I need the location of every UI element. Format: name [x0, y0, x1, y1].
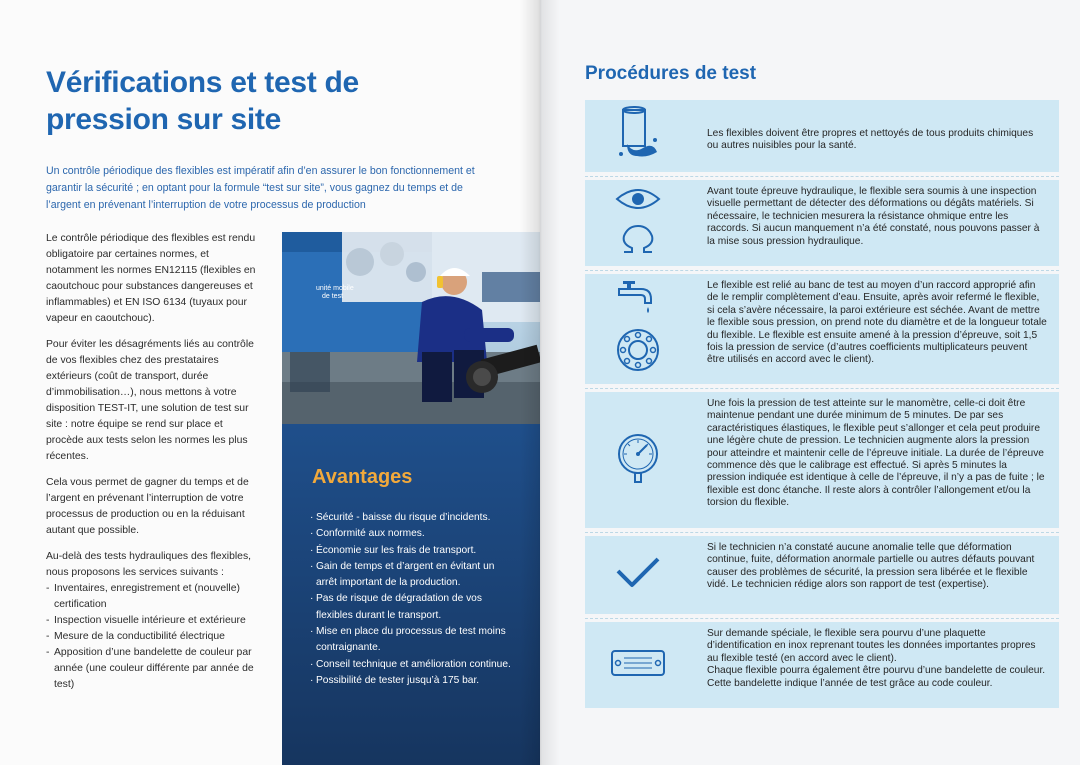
- step-text: Une fois la pression de test atteinte sur le manomètre, celle-ci doit être maintenue pendant une durée minimum de 5 minutes. De par ses caractéristiques élastiques, le flexible peut s’allonger et cela peut produire une légère chute de pression. Le technicien augmente alors la pression pour atteindre et maintenir celle de l’épreuve initiale. La durée de l’épreuve commence dès que le calibrage est effectué. Si après 5 minutes la pression indiquée est identique à celle de l’épreuve, il n’y a pas de fuite ; le flexible est donc étanche. Il reste alors à contrôler l’allongement et/ou la torsion du flexible.: [707, 398, 1045, 509]
- advantage-item: · Pas de risque de dégradation de vos flexibles durant le transport.: [310, 591, 516, 624]
- checkmark-icon: [615, 555, 661, 596]
- service-item: - Apposition d’une bandelette de couleur par année (une couleur différente par année de test): [46, 645, 260, 693]
- step-text: Sur demande spéciale, le flexible sera pourvu d’une plaquette d’identification en inox reprenant toutes les données importantes propres au flexible testé (en accord avec le client). Chaque flexible pourra également être pourvu d’une bandelette de couleur. Cette bandelette indique l’année de test grâce au code couleur.: [707, 628, 1046, 689]
- body-paragraph-1: Le contrôle périodique des flexibles est rendu obligatoire par certaines normes, et notamment les normes EN12115 (flexibles en caoutchouc pour substances dangereuses et inflammables) et EN ISO 6134 (tuyaux pour vapeur en caoutchouc).: [46, 233, 256, 324]
- procedure-step-identification: [585, 622, 1059, 708]
- body-paragraph-3: Cela vous permet de gagner du temps et de l’argent en prévenant l’interruption de votre processus de production ou en la réduisant autant que possible.: [46, 477, 249, 536]
- service-item: - Inventaires, enregistrement et (nouvelle) certification: [46, 581, 260, 613]
- advantages-panel: [282, 424, 540, 765]
- flange-icon: [616, 328, 660, 377]
- right-page: [540, 0, 1080, 765]
- procedure-step-cleaning: [585, 100, 1059, 172]
- service-item: - Inspection visuelle intérieure et extérieure: [46, 613, 260, 629]
- procedure-step-pressure: [585, 392, 1059, 528]
- truck-label: unité mobile: [316, 285, 354, 292]
- truck-label-2: de test: [322, 293, 344, 300]
- advantages-list: [310, 510, 516, 689]
- procedure-steps: [585, 100, 1059, 716]
- services-list: [46, 581, 260, 693]
- advantage-item: · Économie sur les frais de transport.: [310, 543, 516, 559]
- step-text: Les flexibles doivent être propres et nettoyés de tous produits chimiques ou autres nuisibles pour la santé.: [707, 128, 1034, 152]
- advantage-item: · Gain de temps et d’argent en évitant un arrêt important de la production.: [310, 559, 516, 592]
- technician-illustration: [282, 232, 540, 424]
- step-text: Avant toute épreuve hydraulique, le flexible sera soumis à une inspection visuelle permettant de détecter des déformations ou dégâts matériels. Si nécessaire, le technicien mesurera la résistance ohmique entre les raccords. Si aucun manquement n’a été constaté, nous pouvons passer à la mise sous pression hydraulique.: [707, 186, 1040, 247]
- technician-photo: [282, 232, 540, 424]
- procedures-title: Procédures de test: [585, 63, 757, 84]
- body-text: [46, 231, 260, 693]
- body-paragraph-4: Au-delà des tests hydrauliques des flexibles, nous proposons les services suivants :: [46, 551, 252, 578]
- procedure-step-inspection: [585, 180, 1059, 266]
- advantage-item: · Possibilité de tester jusqu’à 175 bar.: [310, 673, 516, 689]
- step-text: Si le technicien n’a constaté aucune anomalie telle que déformation continue, fuite, déformation anormale partielle ou autres défauts pouvant causer des problèmes de sécurité, la pression sera libérée et le flexible vidé. Le technicien rédige alors son rapport de test (expertise).: [707, 542, 1035, 591]
- pressure-gauge-icon: [616, 432, 660, 489]
- body-paragraph-2: Pour éviter les désagréments liés au contrôle de vos flexibles chez des prestataires extérieurs (coût de transport, durée d’immobilisation…), nous mettons à votre disposition TEST-IT, une solution de test sur site : notre équipe se rend sur place et procède aux tests selon les normes les plus récentes.: [46, 339, 254, 462]
- procedure-step-filling: [585, 274, 1059, 384]
- eye-icon: [615, 187, 661, 216]
- advantage-item: · Conformité aux normes.: [310, 526, 516, 542]
- advantage-item: · Conseil technique et amélioration continue.: [310, 657, 516, 673]
- procedure-step-report: [585, 536, 1059, 614]
- advantage-item: · Sécurité - baisse du risque d’incidents.: [310, 510, 516, 526]
- advantages-title: Avantages: [312, 466, 413, 488]
- page-gutter: [520, 0, 560, 765]
- step-text: Le flexible est relié au banc de test au moyen d’un raccord approprié afin de le remplir complètement d’eau. Ensuite, après avoir refermé le flexible, si cela s’avère nécessaire, la paroi extérieure est séchée. Avant de mettre le flexible sous pression, on prend note du diamètre et de la longueur totale du flexible. Le flexible est ensuite amené à la pression d’épreuve, soit 1,5 fois la pression de service (d’autres coefficients multiplicateurs peuvent être utilisés en accord avec le client).: [707, 280, 1047, 366]
- advantage-item: · Mise en place du processus de test moins contraignante.: [310, 624, 516, 657]
- service-item: - Mesure de la conductibilité électrique: [46, 629, 260, 645]
- id-plate-icon: [609, 643, 667, 688]
- hose-cleaning-icon: [613, 106, 663, 167]
- faucet-icon: [615, 281, 661, 320]
- page-title: Vérifications et test de pression sur site: [46, 66, 359, 136]
- intro-paragraph: Un contrôle périodique des flexibles est impératif afin d’en assurer le bon fonctionnement et garantir la sécurité ; en optant pour la formule “test sur site”, vous gagnez du temps et de l’argent en prévenant l’interruption de votre processus de production: [46, 165, 475, 211]
- ohm-icon: [618, 224, 658, 259]
